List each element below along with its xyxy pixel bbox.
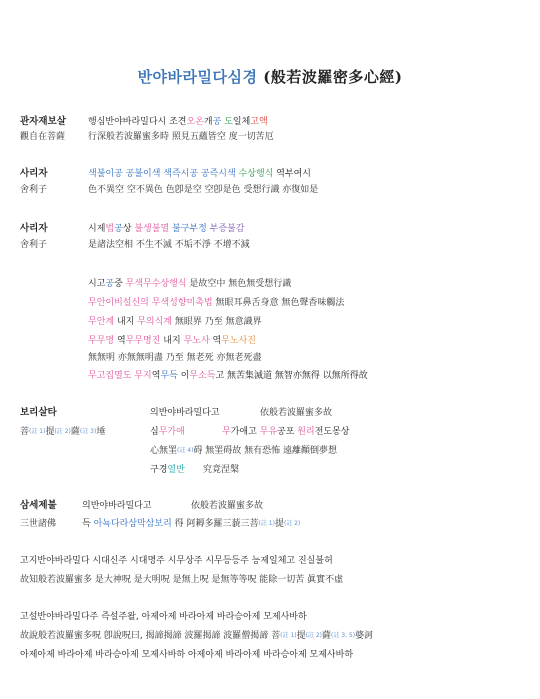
text-segment: 薩 bbox=[70, 427, 80, 437]
text-line bbox=[88, 116, 268, 128]
text-segment: 依般若波羅蜜多故 bbox=[260, 408, 333, 418]
text-line bbox=[20, 555, 333, 567]
text-segment: 舍利子 bbox=[20, 240, 48, 250]
text-segment: 역부여시 bbox=[273, 169, 311, 179]
verse-label: 관자재보살 bbox=[20, 116, 66, 127]
text-segment: 故知般若波羅蜜多 是大神呪 是大明呪 是無上呪 是無等等呪 能除一切苦 眞實不虛 bbox=[20, 575, 344, 585]
text-line bbox=[222, 426, 349, 438]
text-segment: 무노사 bbox=[183, 336, 210, 346]
text-segment: 전도몽상 bbox=[314, 427, 350, 437]
text-segment: 역 bbox=[209, 336, 222, 346]
text-line bbox=[20, 407, 57, 419]
text-segment: 역 bbox=[114, 336, 126, 346]
text-segment: 법 bbox=[105, 224, 115, 234]
text-segment: 중 bbox=[114, 279, 126, 289]
footnote-marker: (註 4) bbox=[177, 447, 194, 454]
text-segment: 일체 bbox=[232, 117, 251, 127]
text-segment: 行深般若波羅蜜多時 照見五蘊皆空 度一切苦厄 bbox=[88, 132, 274, 142]
text-segment: 의반야바라밀다고 bbox=[150, 408, 220, 418]
text-line bbox=[20, 426, 105, 438]
text-segment: 이 bbox=[177, 371, 190, 381]
text-segment: 提 bbox=[296, 631, 306, 641]
text-line bbox=[88, 297, 344, 309]
text-segment: 시고 bbox=[88, 279, 106, 289]
text-line bbox=[203, 464, 239, 476]
text-segment: 色不異空 空不異色 色卽是空 空卽是色 受想行識 亦復如是 bbox=[88, 185, 319, 195]
text-segment: 무득 bbox=[160, 371, 178, 381]
text-segment: 고설반야바라밀다주 즉설주왈, 아제아제 바라아제 바라승아제 모제사바하 bbox=[20, 612, 307, 622]
text-segment: 無眼耳鼻舌身意 無色聲香味觸法 bbox=[212, 298, 345, 308]
text-segment: 提 bbox=[45, 427, 55, 437]
text-segment: 得 阿耨多羅三藐三菩 bbox=[171, 519, 259, 529]
text-segment: 부증불감 bbox=[209, 224, 245, 234]
text-segment: 무안계 bbox=[88, 317, 115, 327]
text-segment: 故說般若波羅蜜多呪 卽說呪曰, 揭諦揭諦 波羅揭諦 波羅僧揭諦 菩 bbox=[20, 631, 281, 641]
footnote-marker: (註 1) bbox=[280, 632, 297, 639]
verse-label: 삼세제불 bbox=[20, 500, 57, 511]
text-segment: 구경 bbox=[150, 465, 168, 475]
text-segment: 역 bbox=[151, 371, 161, 381]
text-line bbox=[88, 168, 311, 180]
text-segment: 심 bbox=[150, 427, 159, 437]
text-segment: 무유 bbox=[259, 427, 278, 437]
text-segment: 의반야바라밀다고 bbox=[82, 501, 152, 511]
text-segment: 득 bbox=[82, 519, 94, 529]
text-segment: 행심반야바라밀다시 조견 bbox=[88, 117, 187, 127]
text-line bbox=[20, 611, 307, 623]
text-segment: 埵 bbox=[96, 427, 106, 437]
text-segment: 도 bbox=[224, 117, 233, 127]
text-segment: 是故空中 無色無受想行識 bbox=[186, 279, 292, 289]
text-segment: 내지 bbox=[160, 336, 184, 346]
title-korean: 반야바라밀다심경 bbox=[137, 68, 258, 86]
text-line bbox=[88, 316, 262, 328]
text-segment: 무노사진 bbox=[221, 336, 256, 346]
text-segment: 무무명진 bbox=[125, 336, 161, 346]
text-line bbox=[88, 131, 274, 143]
text-segment: 三世諸佛 bbox=[20, 519, 57, 529]
text-line bbox=[150, 426, 185, 438]
text-segment: 고액 bbox=[250, 117, 268, 127]
text-segment: 가애고 bbox=[230, 427, 260, 437]
text-segment: 究竟涅槃 bbox=[203, 465, 240, 475]
text-line bbox=[88, 278, 291, 290]
text-segment: 무색성향미촉법 bbox=[151, 298, 213, 308]
text-segment: 無眼界 乃至 無意識界 bbox=[172, 317, 262, 327]
text-line bbox=[20, 649, 353, 661]
verse-label: 보리살타 bbox=[20, 407, 57, 418]
text-line bbox=[150, 445, 337, 457]
text-segment: 색불이공 공불이색 색즉시공 공즉시색 bbox=[88, 169, 239, 179]
text-segment: 시제 bbox=[88, 224, 106, 234]
verse-label: 사리자 bbox=[20, 223, 48, 234]
text-segment: 무고집멸도 bbox=[88, 371, 132, 381]
text-segment: 수상행식 bbox=[238, 169, 274, 179]
text-segment: 아뇩다라삼막삼보리 bbox=[93, 519, 172, 529]
text-segment: 舍利子 bbox=[20, 185, 48, 195]
text-segment: 공 bbox=[114, 224, 123, 234]
text-segment: 아제아제 바라아제 바라승아제 모제사바하 아제아제 바라아제 바라승아제 모제사바하 bbox=[20, 650, 354, 660]
text-segment: 觀自在菩薩 bbox=[20, 132, 66, 142]
text-segment: 열반 bbox=[167, 465, 185, 475]
text-line bbox=[191, 500, 263, 512]
text-segment: 무색무수상행식 bbox=[125, 279, 187, 289]
text-line bbox=[20, 574, 343, 586]
text-segment: 불생불멸 bbox=[134, 224, 172, 234]
text-line bbox=[20, 168, 48, 180]
text-line bbox=[260, 407, 332, 419]
text-segment: 상 bbox=[122, 224, 135, 234]
text-segment: 依般若波羅蜜多故 bbox=[191, 501, 264, 511]
text-line bbox=[88, 352, 261, 364]
text-line bbox=[88, 370, 368, 382]
footnote-marker: (註 3, 5) bbox=[331, 632, 356, 639]
text-line bbox=[82, 500, 152, 512]
text-line bbox=[20, 239, 47, 251]
text-line bbox=[20, 500, 57, 512]
text-segment: 是諸法空相 不生不滅 不垢不淨 不增不減 bbox=[88, 240, 250, 250]
text-segment: 菩 bbox=[20, 427, 30, 437]
text-segment: 공 bbox=[105, 279, 115, 289]
text-line bbox=[150, 464, 185, 476]
footnote-marker: (註 1) bbox=[29, 428, 46, 435]
text-line bbox=[88, 223, 244, 235]
text-segment: 공 bbox=[212, 117, 222, 127]
text-segment: 내지 bbox=[114, 317, 138, 327]
text-segment: 원리 bbox=[297, 427, 315, 437]
text-line bbox=[88, 335, 256, 347]
text-line bbox=[20, 184, 47, 196]
text-line bbox=[82, 518, 300, 530]
title-hanja: (般若波羅密多心經) bbox=[263, 68, 403, 86]
text-line bbox=[20, 518, 56, 530]
text-segment: 무가애 bbox=[158, 427, 185, 437]
footnote-marker: (註 2) bbox=[305, 632, 323, 639]
text-segment: 無無明 亦無無明盡 乃至 無老死 亦無老死盡 bbox=[88, 353, 262, 363]
text-segment: 고지반야바라밀다 시대신주 시대명주 시무상주 시무등등주 능제일체고 진실불허 bbox=[20, 556, 333, 566]
footnote-marker: (註 2) bbox=[283, 520, 301, 527]
text-line bbox=[88, 239, 250, 251]
text-line bbox=[88, 184, 318, 196]
text-segment: 공포 bbox=[277, 427, 298, 437]
text-line bbox=[20, 630, 373, 642]
text-segment: 무의식계 bbox=[137, 317, 172, 327]
text-line bbox=[20, 116, 66, 128]
footnote-marker: (註 2) bbox=[54, 428, 71, 435]
footnote-marker: (註 1) bbox=[258, 520, 275, 527]
text-segment: 碍 無罣碍故 無有恐怖 遠離顚倒夢想 bbox=[193, 446, 338, 456]
page-title bbox=[0, 66, 540, 87]
text-segment: 무안이비설신의 bbox=[88, 298, 149, 308]
text-segment: 提 bbox=[274, 519, 284, 529]
text-line bbox=[150, 407, 220, 419]
text-segment: 무무명 bbox=[88, 336, 115, 346]
text-segment: 心無罣 bbox=[150, 446, 178, 456]
text-segment: 고 無苦集滅道 無智亦無得 以無所得故 bbox=[215, 371, 368, 381]
text-segment: 오온 bbox=[186, 117, 204, 127]
text-segment: 薩 bbox=[322, 631, 332, 641]
text-segment: 무소득 bbox=[189, 371, 216, 381]
text-line bbox=[20, 223, 48, 235]
text-segment: 개 bbox=[203, 117, 213, 127]
text-segment: 婆訶 bbox=[355, 631, 374, 641]
text-segment: 무 bbox=[222, 427, 231, 437]
text-line bbox=[20, 131, 65, 143]
text-segment: 불구부정 bbox=[172, 224, 210, 234]
verse-label: 사리자 bbox=[20, 168, 48, 179]
text-segment: 무지 bbox=[134, 371, 152, 381]
footnote-marker: (註 3) bbox=[79, 428, 97, 435]
